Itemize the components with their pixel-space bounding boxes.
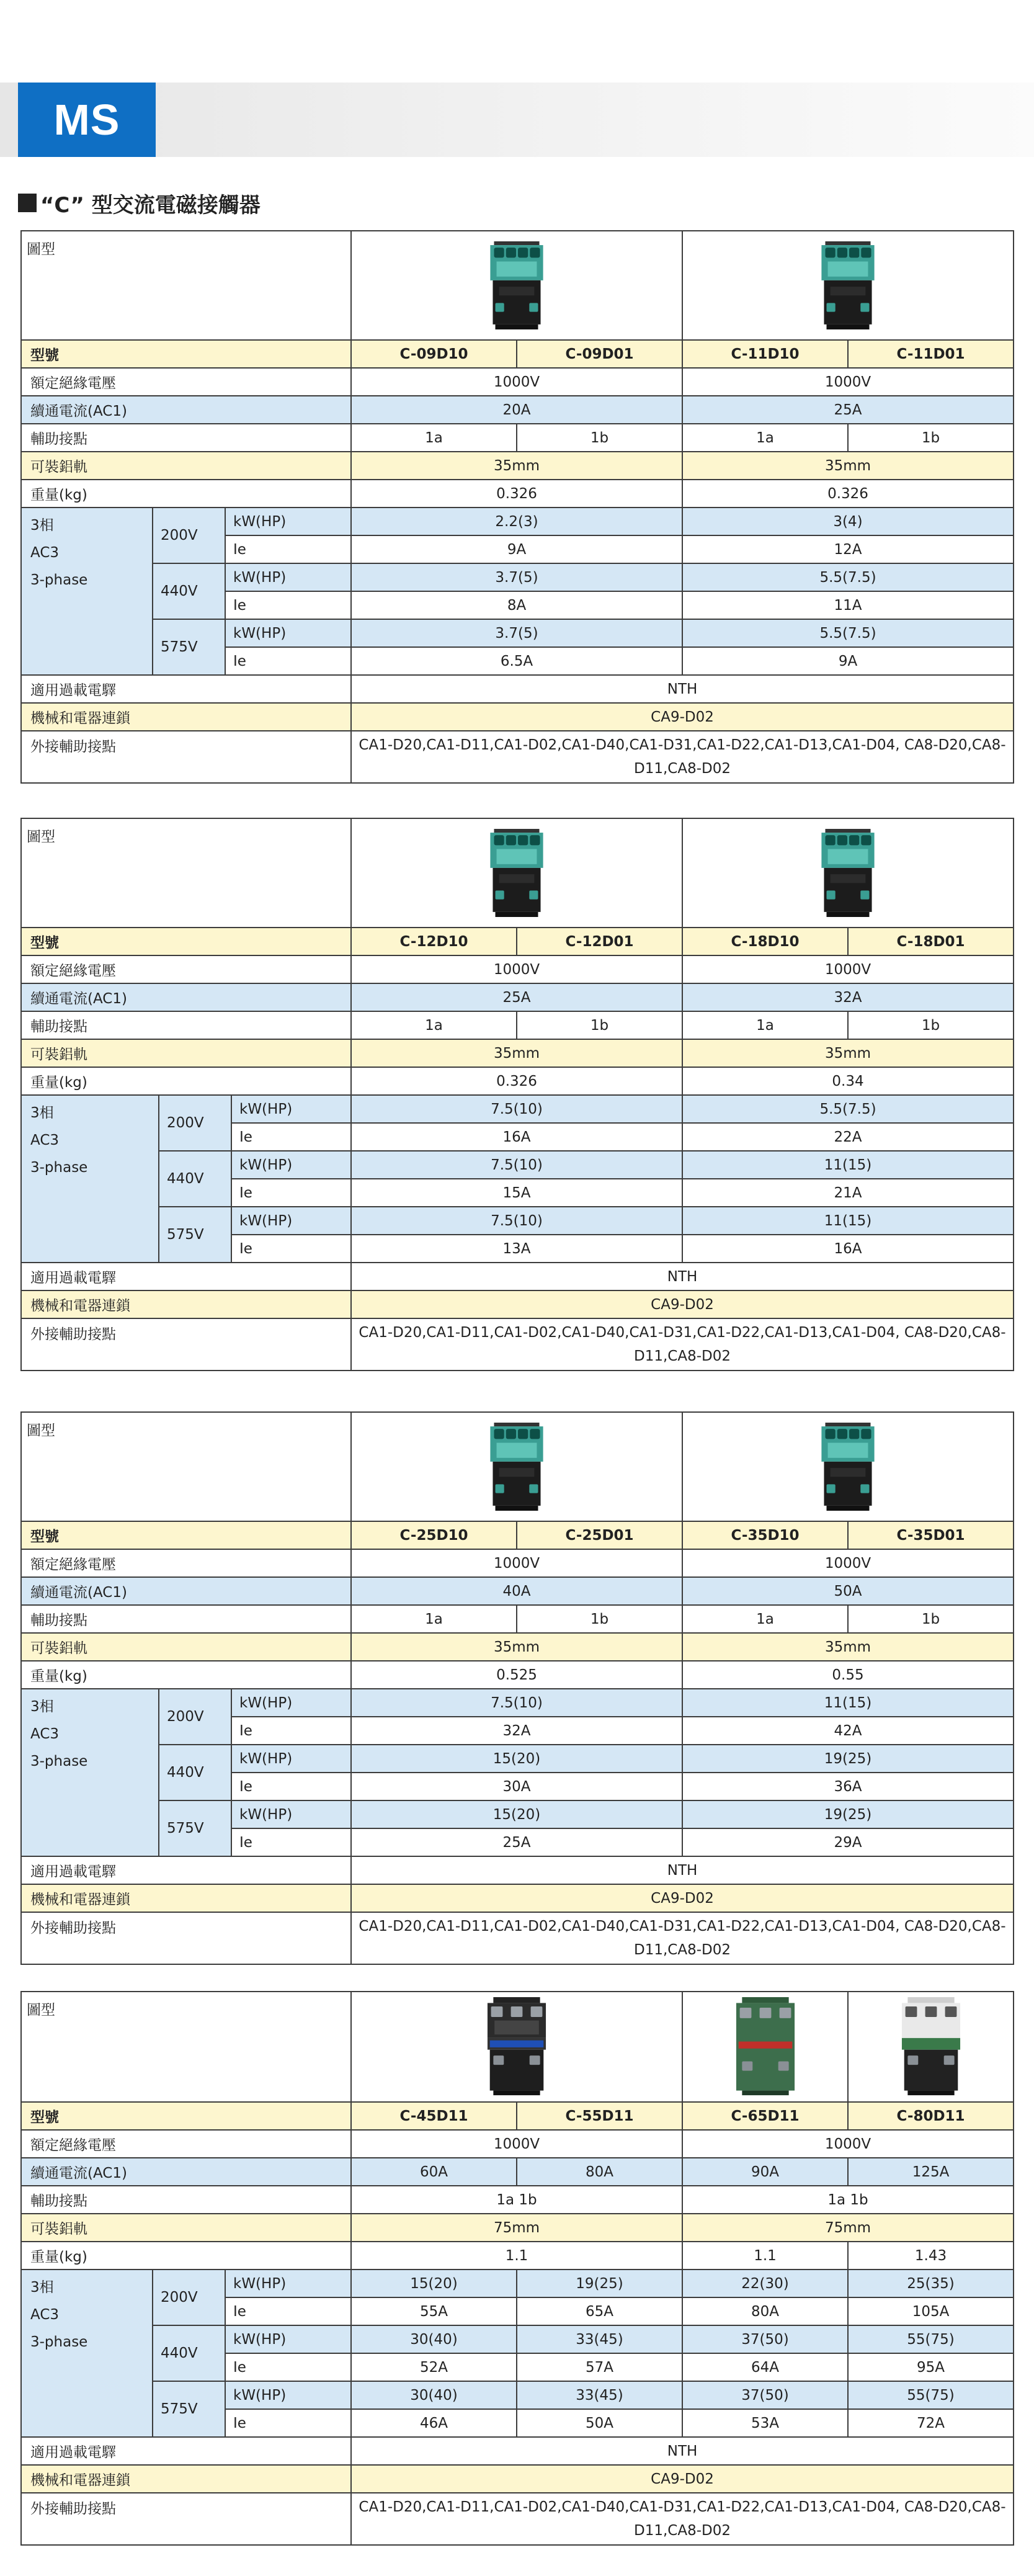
value-cell: 42A [682, 1717, 1014, 1745]
voltage-200-label: 200V [153, 2270, 225, 2325]
value-cell: 60A [351, 2158, 517, 2186]
value-cell: 0.34 [682, 1067, 1014, 1095]
value-cell: 1b [848, 1605, 1014, 1633]
model-cell: C-18D01 [848, 928, 1014, 955]
model-cell: C-11D10 [682, 340, 848, 368]
value-cell: 22(30) [682, 2270, 848, 2297]
value-cell: NTH [351, 1263, 1014, 1290]
weight-label: 重量(kg) [21, 1661, 351, 1689]
model-cell: C-65D11 [682, 2102, 848, 2130]
value-cell: 21A [682, 1179, 1014, 1207]
ie-label: Ie [231, 1179, 351, 1207]
value-cell: 5.5(7.5) [682, 563, 1014, 591]
ie-label: Ie [231, 1235, 351, 1263]
model-cell: C-25D10 [351, 1521, 517, 1549]
product-image-cell [682, 1992, 848, 2102]
value-cell: 11(15) [682, 1689, 1014, 1717]
value-cell: 7.5(10) [351, 1151, 682, 1179]
rated-current-label: 續通電流(AC1) [21, 2158, 351, 2186]
product-image-cell [351, 1992, 682, 2102]
value-cell: 29A [682, 1828, 1014, 1856]
value-cell: 1000V [351, 1549, 682, 1577]
value-cell: NTH [351, 1856, 1014, 1884]
value-cell: 1a 1b [682, 2186, 1014, 2214]
contactor-white-photo-icon [897, 1997, 965, 2096]
value-cell: 36A [682, 1773, 1014, 1800]
value-cell: 5.5(7.5) [682, 619, 1014, 647]
voltage-575-label: 575V [159, 1207, 231, 1263]
value-cell: 37(50) [682, 2325, 848, 2353]
value-cell: 0.326 [682, 480, 1014, 508]
value-cell: 30(40) [351, 2381, 517, 2409]
kw-label: kW(HP) [231, 1095, 351, 1123]
product-image-cell [351, 818, 682, 928]
contactor-green-photo-icon [731, 1997, 800, 2096]
brand-logo: MS [18, 83, 156, 157]
value-cell: 75mm [682, 2214, 1014, 2242]
value-cell: 7.5(10) [351, 1207, 682, 1235]
value-cell: 15(20) [351, 1745, 682, 1773]
value-cell: 72A [848, 2409, 1014, 2437]
picture-label: 圖型 [21, 1992, 351, 2102]
section-title-text: “C” 型交流電磁接觸器 [40, 192, 261, 218]
contactor-photo-icon [490, 241, 543, 329]
model-label: 型號 [21, 2102, 351, 2130]
ie-label: Ie [225, 535, 351, 563]
rated-voltage-label: 額定絕緣電壓 [21, 955, 351, 983]
ext-aux-label: 外接輔助接點 [21, 2493, 351, 2545]
rail-label: 可裝鋁軌 [21, 1039, 351, 1067]
contactor-photo-icon [490, 829, 543, 917]
product-image-cell [351, 231, 682, 340]
value-cell: 1000V [682, 955, 1014, 983]
value-cell: CA1-D20,CA1-D11,CA1-D02,CA1-D40,CA1-D31,CA1-D22,CA1-D13,CA1-D04, CA8-D20,CA8-D11,CA8-D02 [351, 1912, 1014, 1964]
value-cell: 1000V [682, 1549, 1014, 1577]
rated-current-label: 續通電流(AC1) [21, 396, 351, 424]
value-cell: 2.2(3) [351, 508, 682, 535]
value-cell: 9A [682, 647, 1014, 675]
weight-label: 重量(kg) [21, 1067, 351, 1095]
model-cell: C-35D01 [848, 1521, 1014, 1549]
ext-aux-label: 外接輔助接點 [21, 1318, 351, 1371]
value-cell: 90A [682, 2158, 848, 2186]
value-cell: 1a [351, 424, 517, 452]
value-cell: 35mm [351, 1633, 682, 1661]
voltage-200-label: 200V [159, 1689, 231, 1745]
bullet-square-icon [18, 194, 37, 212]
value-cell: 1.1 [682, 2242, 848, 2270]
kw-label: kW(HP) [225, 563, 351, 591]
model-cell: C-45D11 [351, 2102, 517, 2130]
value-cell: 35mm [682, 1633, 1014, 1661]
weight-label: 重量(kg) [21, 2242, 351, 2270]
value-cell: 0.55 [682, 1661, 1014, 1689]
aux-contact-label: 輔助接點 [21, 1011, 351, 1039]
value-cell: 0.326 [351, 480, 682, 508]
contactor-photo-icon [490, 1423, 543, 1511]
contactor-photo-icon [821, 829, 875, 917]
contactor-blue-photo-icon [483, 1997, 551, 2096]
value-cell: 25(35) [848, 2270, 1014, 2297]
interlock-label: 機械和電器連鎖 [21, 703, 351, 731]
spec-table-4 [20, 1991, 1014, 2546]
value-cell: 11A [682, 591, 1014, 619]
value-cell: 7.5(10) [351, 1689, 682, 1717]
value-cell: 53A [682, 2409, 848, 2437]
phase-label: 3相 AC3 3-phase [21, 1095, 159, 1263]
model-label: 型號 [21, 340, 351, 368]
value-cell: CA9-D02 [351, 1884, 1014, 1912]
value-cell: 19(25) [682, 1800, 1014, 1828]
value-cell: 55(75) [848, 2325, 1014, 2353]
value-cell: 1a [682, 424, 848, 452]
picture-label: 圖型 [21, 818, 351, 928]
aux-contact-label: 輔助接點 [21, 1605, 351, 1633]
value-cell: 8A [351, 591, 682, 619]
aux-contact-label: 輔助接點 [21, 424, 351, 452]
kw-label: kW(HP) [225, 619, 351, 647]
value-cell: 30A [351, 1773, 682, 1800]
value-cell: 55(75) [848, 2381, 1014, 2409]
model-cell: C-80D11 [848, 2102, 1014, 2130]
value-cell: 1a 1b [351, 2186, 682, 2214]
voltage-575-label: 575V [153, 2381, 225, 2437]
model-cell: C-11D01 [848, 340, 1014, 368]
value-cell: 3.7(5) [351, 563, 682, 591]
rail-label: 可裝鋁軌 [21, 2214, 351, 2242]
value-cell: 1000V [682, 2130, 1014, 2158]
value-cell: 25A [682, 396, 1014, 424]
voltage-440-label: 440V [153, 2325, 225, 2381]
value-cell: 64A [682, 2353, 848, 2381]
value-cell: CA9-D02 [351, 2465, 1014, 2493]
value-cell: 22A [682, 1123, 1014, 1151]
model-cell: C-09D10 [351, 340, 517, 368]
product-image-cell [848, 1992, 1014, 2102]
rated-voltage-label: 額定絕緣電壓 [21, 368, 351, 396]
ie-label: Ie [225, 2297, 351, 2325]
ie-label: Ie [231, 1828, 351, 1856]
rated-voltage-label: 額定絕緣電壓 [21, 2130, 351, 2158]
model-cell: C-35D10 [682, 1521, 848, 1549]
kw-label: kW(HP) [231, 1689, 351, 1717]
rated-current-label: 續通電流(AC1) [21, 1577, 351, 1605]
value-cell: 50A [517, 2409, 682, 2437]
value-cell: 33(45) [517, 2381, 682, 2409]
model-cell: C-55D11 [517, 2102, 682, 2130]
value-cell: 35mm [351, 452, 682, 480]
value-cell: CA1-D20,CA1-D11,CA1-D02,CA1-D40,CA1-D31,CA1-D22,CA1-D13,CA1-D04, CA8-D20,CA8-D11,CA8-D02 [351, 1318, 1014, 1371]
value-cell: 1b [848, 1011, 1014, 1039]
value-cell: CA1-D20,CA1-D11,CA1-D02,CA1-D40,CA1-D31,CA1-D22,CA1-D13,CA1-D04, CA8-D20,CA8-D11,CA8-D02 [351, 731, 1014, 783]
kw-label: kW(HP) [225, 2381, 351, 2409]
section-title [18, 187, 261, 218]
value-cell: 37(50) [682, 2381, 848, 2409]
value-cell: 16A [351, 1123, 682, 1151]
kw-label: kW(HP) [231, 1151, 351, 1179]
voltage-575-label: 575V [159, 1800, 231, 1856]
ie-label: Ie [231, 1123, 351, 1151]
value-cell: 15(20) [351, 2270, 517, 2297]
value-cell: 80A [517, 2158, 682, 2186]
kw-label: kW(HP) [225, 2325, 351, 2353]
value-cell: 65A [517, 2297, 682, 2325]
value-cell: 1b [517, 1605, 682, 1633]
interlock-label: 機械和電器連鎖 [21, 2465, 351, 2493]
picture-label: 圖型 [21, 1412, 351, 1521]
value-cell: 1a [351, 1605, 517, 1633]
rail-label: 可裝鋁軌 [21, 452, 351, 480]
value-cell: CA1-D20,CA1-D11,CA1-D02,CA1-D40,CA1-D31,CA1-D22,CA1-D13,CA1-D04, CA8-D20,CA8-D11,CA8-D02 [351, 2493, 1014, 2545]
value-cell: 11(15) [682, 1151, 1014, 1179]
value-cell: 35mm [351, 1039, 682, 1067]
value-cell: 19(25) [517, 2270, 682, 2297]
value-cell: 95A [848, 2353, 1014, 2381]
ie-label: Ie [231, 1773, 351, 1800]
value-cell: NTH [351, 675, 1014, 703]
value-cell: 15A [351, 1179, 682, 1207]
value-cell: 11(15) [682, 1207, 1014, 1235]
value-cell: 40A [351, 1577, 682, 1605]
value-cell: 35mm [682, 452, 1014, 480]
interlock-label: 機械和電器連鎖 [21, 1884, 351, 1912]
overload-label: 適用過載電驛 [21, 2437, 351, 2465]
value-cell: 9A [351, 535, 682, 563]
model-label: 型號 [21, 1521, 351, 1549]
value-cell: 1000V [351, 368, 682, 396]
value-cell: 1a [682, 1605, 848, 1633]
model-cell: C-12D01 [517, 928, 682, 955]
kw-label: kW(HP) [231, 1800, 351, 1828]
overload-label: 適用過載電驛 [21, 675, 351, 703]
value-cell: 35mm [682, 1039, 1014, 1067]
value-cell: CA9-D02 [351, 1290, 1014, 1318]
spec-table-2 [20, 818, 1014, 1371]
value-cell: 1b [848, 424, 1014, 452]
value-cell: 1000V [351, 2130, 682, 2158]
model-cell: C-18D10 [682, 928, 848, 955]
phase-label: 3相 AC3 3-phase [21, 2270, 153, 2437]
value-cell: 16A [682, 1235, 1014, 1263]
ie-label: Ie [225, 591, 351, 619]
value-cell: 32A [682, 983, 1014, 1011]
product-image-cell [351, 1412, 682, 1521]
voltage-200-label: 200V [153, 508, 225, 563]
overload-label: 適用過載電驛 [21, 1263, 351, 1290]
voltage-440-label: 440V [159, 1745, 231, 1800]
ie-label: Ie [231, 1717, 351, 1745]
value-cell: 25A [351, 1828, 682, 1856]
ie-label: Ie [225, 2409, 351, 2437]
product-image-cell [682, 818, 1014, 928]
model-cell: C-09D01 [517, 340, 682, 368]
picture-label: 圖型 [21, 231, 351, 340]
value-cell: 1a [682, 1011, 848, 1039]
value-cell: 7.5(10) [351, 1095, 682, 1123]
model-cell: C-25D01 [517, 1521, 682, 1549]
interlock-label: 機械和電器連鎖 [21, 1290, 351, 1318]
kw-label: kW(HP) [231, 1207, 351, 1235]
voltage-440-label: 440V [153, 563, 225, 619]
value-cell: 80A [682, 2297, 848, 2325]
value-cell: 1000V [351, 955, 682, 983]
value-cell: 75mm [351, 2214, 682, 2242]
value-cell: 1000V [682, 368, 1014, 396]
value-cell: 12A [682, 535, 1014, 563]
value-cell: 30(40) [351, 2325, 517, 2353]
value-cell: 5.5(7.5) [682, 1095, 1014, 1123]
rated-current-label: 續通電流(AC1) [21, 983, 351, 1011]
ext-aux-label: 外接輔助接點 [21, 731, 351, 783]
value-cell: 15(20) [351, 1800, 682, 1828]
value-cell: 46A [351, 2409, 517, 2437]
value-cell: 55A [351, 2297, 517, 2325]
phase-label: 3相 AC3 3-phase [21, 1689, 159, 1856]
value-cell: 13A [351, 1235, 682, 1263]
value-cell: 1b [517, 424, 682, 452]
value-cell: 105A [848, 2297, 1014, 2325]
overload-label: 適用過載電驛 [21, 1856, 351, 1884]
model-cell: C-12D10 [351, 928, 517, 955]
value-cell: 1.1 [351, 2242, 682, 2270]
value-cell: NTH [351, 2437, 1014, 2465]
value-cell: 50A [682, 1577, 1014, 1605]
value-cell: 20A [351, 396, 682, 424]
value-cell: 1.43 [848, 2242, 1014, 2270]
value-cell: 0.525 [351, 1661, 682, 1689]
ie-label: Ie [225, 647, 351, 675]
kw-label: kW(HP) [225, 508, 351, 535]
value-cell: 33(45) [517, 2325, 682, 2353]
spec-table-3 [20, 1411, 1014, 1965]
value-cell: 6.5A [351, 647, 682, 675]
product-image-cell [682, 1412, 1014, 1521]
value-cell: 57A [517, 2353, 682, 2381]
kw-label: kW(HP) [225, 2270, 351, 2297]
value-cell: 0.326 [351, 1067, 682, 1095]
spec-table-1 [20, 230, 1014, 784]
kw-label: kW(HP) [231, 1745, 351, 1773]
aux-contact-label: 輔助接點 [21, 2186, 351, 2214]
value-cell: 125A [848, 2158, 1014, 2186]
value-cell: 1a [351, 1011, 517, 1039]
model-label: 型號 [21, 928, 351, 955]
value-cell: 32A [351, 1717, 682, 1745]
ie-label: Ie [225, 2353, 351, 2381]
phase-label: 3相 AC3 3-phase [21, 508, 153, 675]
value-cell: 3(4) [682, 508, 1014, 535]
weight-label: 重量(kg) [21, 480, 351, 508]
voltage-575-label: 575V [153, 619, 225, 675]
voltage-440-label: 440V [159, 1151, 231, 1207]
value-cell: 3.7(5) [351, 619, 682, 647]
value-cell: 52A [351, 2353, 517, 2381]
value-cell: CA9-D02 [351, 703, 1014, 731]
contactor-photo-icon [821, 1423, 875, 1511]
contactor-photo-icon [821, 241, 875, 329]
product-image-cell [682, 231, 1014, 340]
rated-voltage-label: 額定絕緣電壓 [21, 1549, 351, 1577]
ext-aux-label: 外接輔助接點 [21, 1912, 351, 1964]
value-cell: 1b [517, 1011, 682, 1039]
value-cell: 25A [351, 983, 682, 1011]
rail-label: 可裝鋁軌 [21, 1633, 351, 1661]
value-cell: 19(25) [682, 1745, 1014, 1773]
voltage-200-label: 200V [159, 1095, 231, 1151]
